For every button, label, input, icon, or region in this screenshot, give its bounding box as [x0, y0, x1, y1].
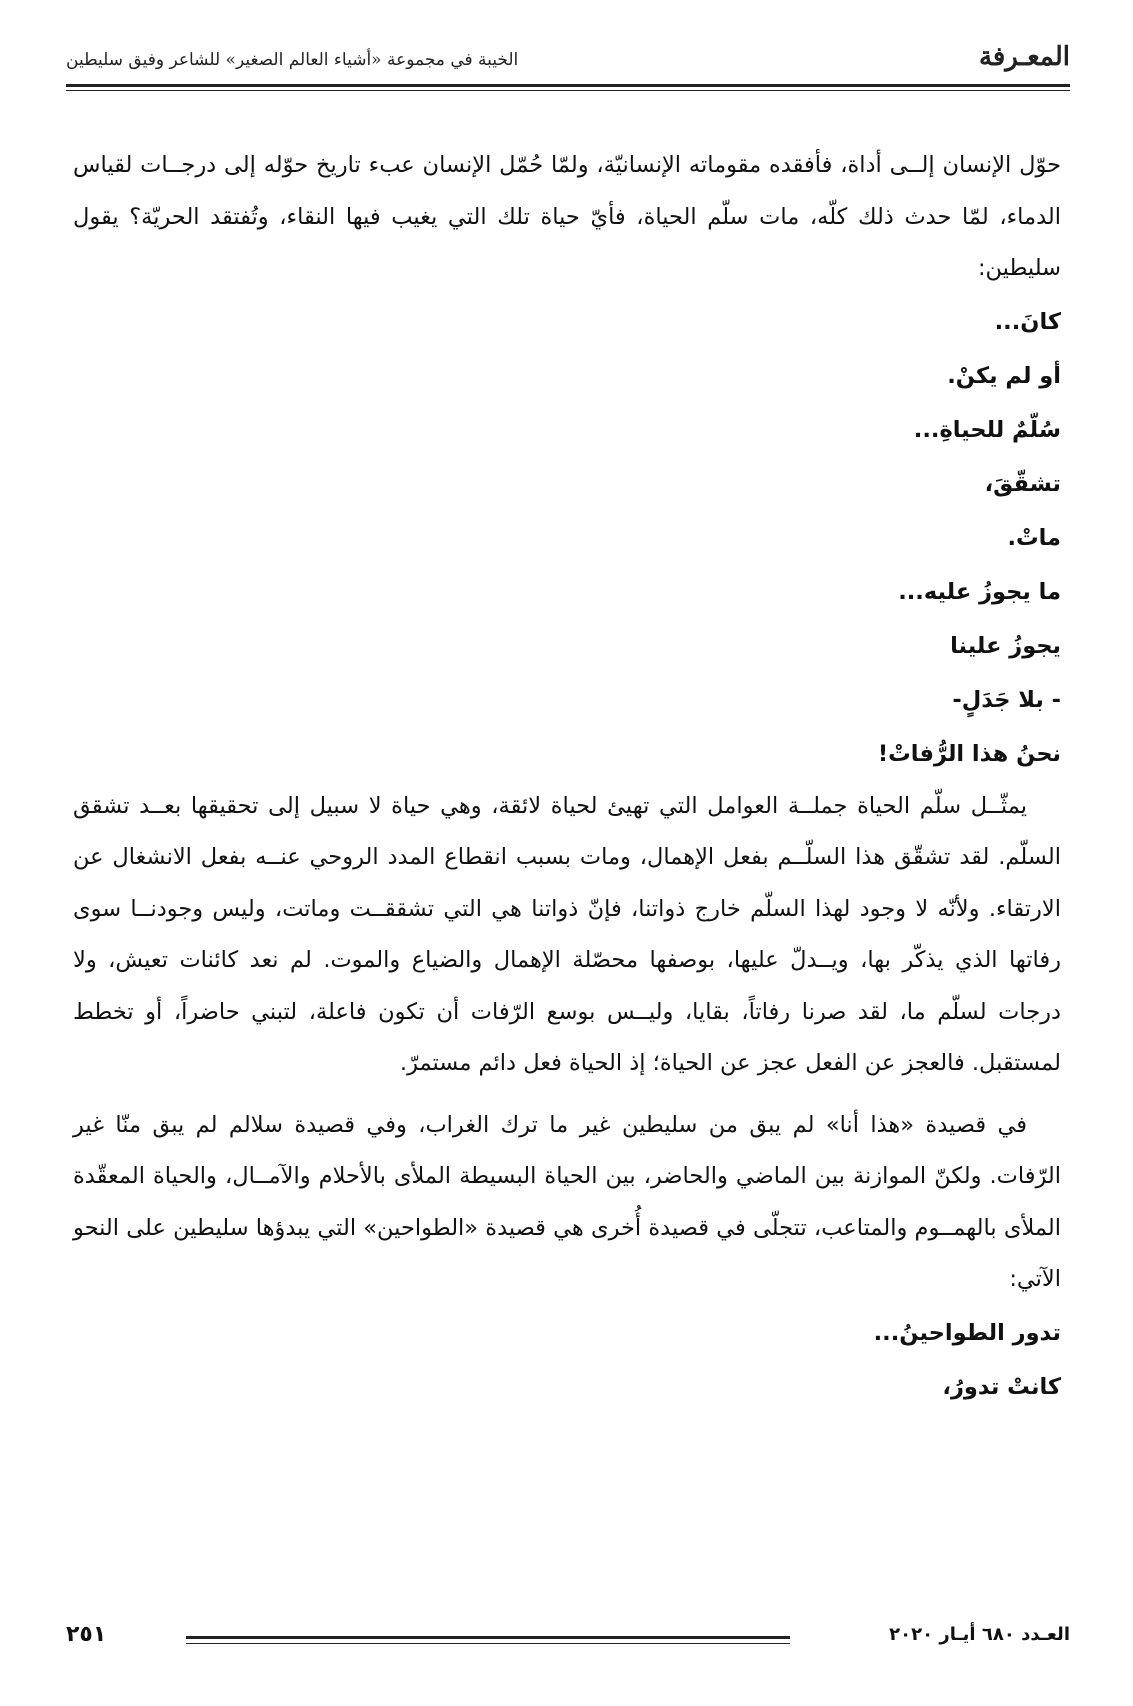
- verse-line: نحنُ هذا الرُّفاتْ!: [877, 740, 1061, 767]
- journal-logo: المعـرفة: [978, 42, 1070, 72]
- header-rule-thin: [66, 90, 1070, 91]
- paragraph-2: يمثّــل سلّم الحياة جملــة العوامل التي تهيئ لحياة لائقة، وهي حياة لا سبيل إلى تحقيقها بعــد تشقق السلّم. لقد تشقّق هذا السلّــم بفعل الإهمال، ومات بسبب انقطاع المدد الروحي عنــه بفعل الانشغال عن الارتقاء. ولأنّه لا وجود لهذا السلّم خارج ذواتنا، فإنّ ذواتنا هي التي تشققــت وماتت، وليس وجودنــا سوى رفاتها الذي يذكّر بها، ويــدلّ عليها، بوصفها محصّلة الإهمال والضياع والموت. لم نعد كائنات تعيش، ولا درجات لسلّم ما، لقد صرنا رفاتاً، بقايا، وليــس بوسع الرّفات أن تكون فاعلة، لتبني حاضراً، أو تخطط لمستقبل. فالعجز عن الفعل عجز عن الحياة؛ إذ الحياة فعل دائم مستمرّ.: [73, 792, 1061, 1076]
- verse-line: تدور الطواحينُ...: [873, 1319, 1061, 1346]
- verse-line: أو لم يكنْ.: [947, 362, 1061, 389]
- paragraph-3: في قصيدة «هذا أنا» لم يبق من سليطين غير ما ترك الغراب، وفي قصيدة سلالم لم يبق منّا غير الرّفات. ولكنّ الموازنة بين الماضي والحاضر، بين الحياة البسيطة الملأى بالأحلام والآمــال، والحياة المعقّدة الملأى بالهمــوم والمتاعب، تتجلّى في قصيدة أُخرى هي قصيدة «الطواحين» التي يبدؤها سليطين على النحو الآتي:: [73, 1111, 1061, 1292]
- verse-line: كانتْ تدورُ،: [942, 1373, 1061, 1400]
- verse-line: ماتْ.: [1007, 524, 1061, 551]
- running-header: [66, 38, 1070, 86]
- article-running-title: الخيبة في مجموعة «أشياء العالم الصغير» للشاعر وفيق سليطين: [66, 50, 519, 70]
- poem-excerpt-1: [73, 295, 1061, 781]
- footer-rule-thin: [186, 1643, 790, 1644]
- poem-excerpt-2: [73, 1306, 1061, 1414]
- issue-info: العـدد ٦٨٠ أيـار ٢٠٢٠: [889, 1624, 1070, 1645]
- article-body: [73, 140, 1061, 1414]
- verse-line: سُلّمٌ للحياةِ...: [913, 416, 1061, 443]
- verse-line: ما يجوزُ عليه...: [898, 578, 1061, 605]
- page-number: ٢٥١: [66, 1622, 107, 1647]
- page-footer: [66, 1622, 1070, 1662]
- paragraph-1: حوّل الإنسان إلــى أداة، فأفقده مقوماته الإنسانيّة، ولمّا حُمّل الإنسان عبء تاريخ حوّله إلى درجــات لقياس الدماء، لمّا حدث ذلك كلّه، مات سلّم الحياة، فأيّ حياة تلك التي يغيب فيها النقاء، وتُفتقد الحريّة؟ يقول سليطين:: [73, 152, 1061, 281]
- verse-line: يجوزُ علينا: [950, 632, 1061, 659]
- verse-line: - بلا جَدَلٍ-: [952, 686, 1061, 713]
- header-rule: [66, 84, 1070, 87]
- footer-rule: [186, 1636, 790, 1639]
- verse-line: تشقّقَ،: [984, 470, 1061, 497]
- verse-line: كانَ...: [994, 308, 1061, 335]
